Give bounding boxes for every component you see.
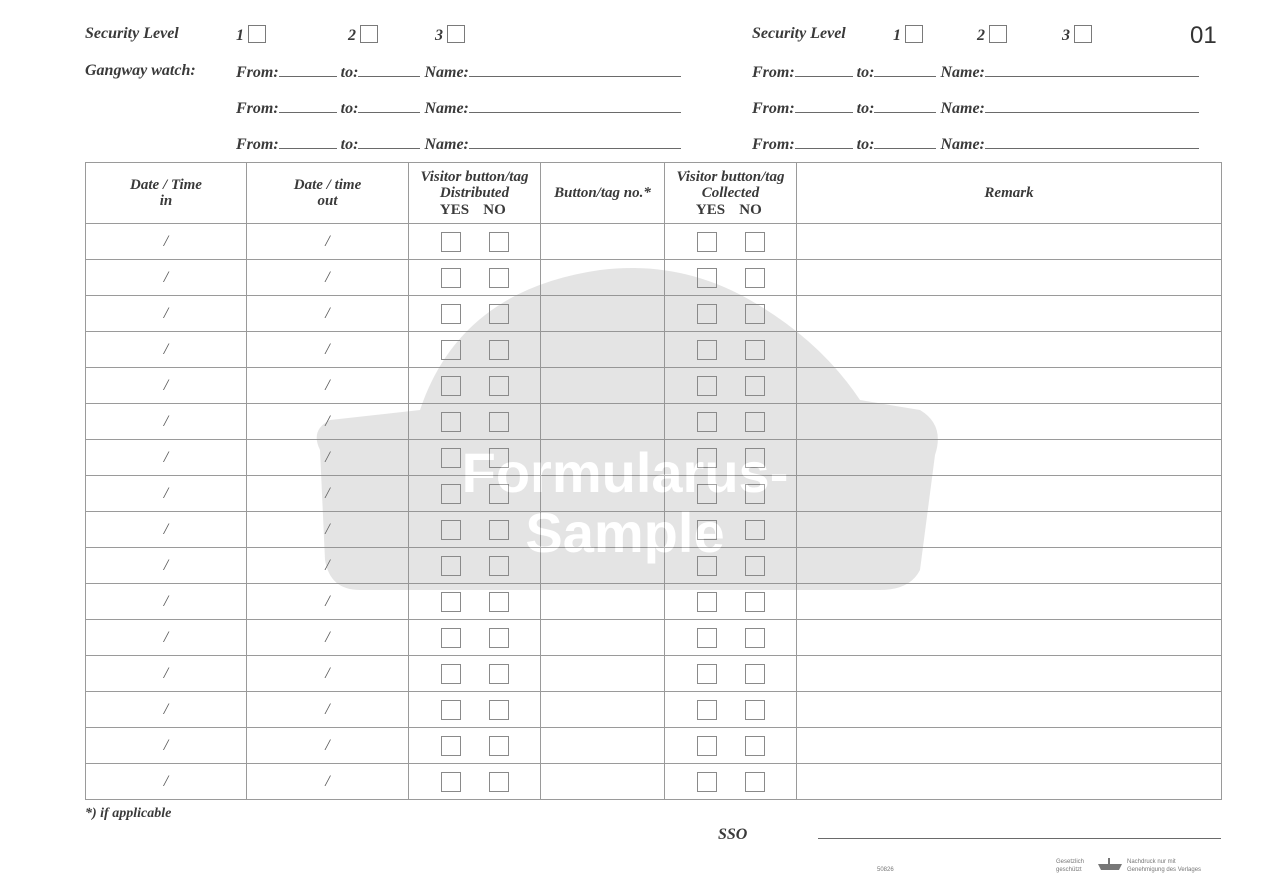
date-in-cell[interactable] bbox=[86, 224, 247, 260]
tag-no-cell[interactable] bbox=[541, 728, 665, 764]
date-separator: / bbox=[325, 304, 330, 322]
tag-no-cell[interactable] bbox=[541, 476, 665, 512]
remark-cell[interactable] bbox=[797, 296, 1222, 332]
distributed-cell bbox=[409, 764, 541, 800]
remark-cell[interactable] bbox=[797, 620, 1222, 656]
date-out-cell[interactable] bbox=[247, 440, 409, 476]
date-out-cell[interactable] bbox=[247, 260, 409, 296]
remark-cell[interactable] bbox=[797, 476, 1222, 512]
tag-no-cell[interactable] bbox=[541, 440, 665, 476]
name-field[interactable] bbox=[985, 134, 1199, 149]
remark-cell[interactable] bbox=[797, 584, 1222, 620]
date-separator: / bbox=[163, 520, 169, 538]
date-separator: / bbox=[325, 520, 330, 538]
date-out-cell[interactable] bbox=[247, 476, 409, 512]
date-out-cell[interactable] bbox=[247, 332, 409, 368]
level-3-checkbox[interactable] bbox=[447, 25, 465, 43]
yes-checkbox[interactable] bbox=[697, 700, 717, 720]
collected-cell bbox=[665, 476, 797, 512]
no-checkbox[interactable] bbox=[489, 448, 509, 468]
date-separator: / bbox=[163, 700, 169, 718]
date-in-cell[interactable] bbox=[86, 620, 247, 656]
date-out-cell[interactable] bbox=[247, 728, 409, 764]
date-out-cell[interactable] bbox=[247, 620, 409, 656]
remark-cell[interactable] bbox=[797, 368, 1222, 404]
table-row bbox=[86, 440, 1222, 476]
date-separator: / bbox=[163, 484, 169, 502]
table-header-row bbox=[86, 163, 1222, 224]
no-checkbox[interactable] bbox=[745, 700, 765, 720]
distributed-cell bbox=[409, 584, 541, 620]
tag-no-cell[interactable] bbox=[541, 764, 665, 800]
date-separator: / bbox=[325, 340, 330, 358]
no-checkbox[interactable] bbox=[489, 340, 509, 360]
remark-cell[interactable] bbox=[797, 728, 1222, 764]
order-number: 50826 bbox=[877, 867, 894, 873]
collected-cell bbox=[665, 296, 797, 332]
date-separator: / bbox=[325, 772, 330, 790]
remark-cell[interactable] bbox=[797, 332, 1222, 368]
no-checkbox[interactable] bbox=[745, 520, 765, 540]
no-checkbox[interactable] bbox=[489, 664, 509, 684]
no-checkbox[interactable] bbox=[489, 412, 509, 432]
collected-cell bbox=[665, 728, 797, 764]
remark-cell[interactable] bbox=[797, 440, 1222, 476]
remark-cell[interactable] bbox=[797, 260, 1222, 296]
yes-checkbox[interactable] bbox=[441, 232, 461, 252]
table-body bbox=[86, 224, 1222, 800]
distributed-cell bbox=[409, 656, 541, 692]
remark-cell[interactable] bbox=[797, 764, 1222, 800]
yes-checkbox[interactable] bbox=[441, 448, 461, 468]
from-field[interactable] bbox=[279, 134, 337, 149]
yes-checkbox[interactable] bbox=[697, 268, 717, 288]
date-separator: / bbox=[325, 232, 330, 250]
collected-cell bbox=[665, 368, 797, 404]
yes-checkbox[interactable] bbox=[441, 484, 461, 504]
no-checkbox[interactable] bbox=[489, 556, 509, 576]
yes-checkbox[interactable] bbox=[697, 736, 717, 756]
yes-checkbox[interactable] bbox=[441, 412, 461, 432]
remark-cell[interactable] bbox=[797, 656, 1222, 692]
tag-no-cell[interactable] bbox=[541, 224, 665, 260]
header-tag-no: Button/tag no.* bbox=[541, 163, 665, 224]
yes-checkbox[interactable] bbox=[697, 664, 717, 684]
security-level-2-left bbox=[348, 25, 378, 45]
name-field[interactable] bbox=[985, 62, 1199, 77]
collected-cell bbox=[665, 656, 797, 692]
date-in-cell[interactable] bbox=[86, 512, 247, 548]
date-separator: / bbox=[325, 376, 330, 394]
date-separator: / bbox=[325, 628, 330, 646]
yes-checkbox[interactable] bbox=[697, 304, 717, 324]
no-checkbox[interactable] bbox=[745, 628, 765, 648]
date-separator: / bbox=[163, 664, 169, 682]
distributed-cell bbox=[409, 404, 541, 440]
distributed-cell bbox=[409, 620, 541, 656]
tag-no-cell[interactable] bbox=[541, 692, 665, 728]
tag-no-cell[interactable] bbox=[541, 584, 665, 620]
table-row bbox=[86, 476, 1222, 512]
date-separator: / bbox=[163, 304, 169, 322]
yes-checkbox[interactable] bbox=[697, 628, 717, 648]
level-number: 3 bbox=[435, 27, 443, 44]
date-separator: / bbox=[325, 700, 330, 718]
distributed-cell bbox=[409, 512, 541, 548]
distributed-cell bbox=[409, 548, 541, 584]
date-out-cell[interactable] bbox=[247, 512, 409, 548]
collected-cell bbox=[665, 692, 797, 728]
distributed-cell bbox=[409, 296, 541, 332]
date-out-cell[interactable] bbox=[247, 548, 409, 584]
date-separator: / bbox=[325, 484, 330, 502]
from-field[interactable] bbox=[279, 98, 337, 113]
collected-cell bbox=[665, 404, 797, 440]
from-field[interactable] bbox=[795, 98, 853, 113]
yes-checkbox[interactable] bbox=[441, 700, 461, 720]
table-row bbox=[86, 296, 1222, 332]
from-field[interactable] bbox=[795, 134, 853, 149]
footnote: *) if applicable bbox=[85, 806, 172, 821]
date-separator: / bbox=[163, 448, 169, 466]
collected-cell bbox=[665, 260, 797, 296]
sso-label: SSO bbox=[718, 826, 748, 843]
date-in-cell[interactable] bbox=[86, 656, 247, 692]
distributed-cell bbox=[409, 476, 541, 512]
header-date-out: Date / time out bbox=[247, 163, 409, 224]
table-row bbox=[86, 620, 1222, 656]
distributed-cell bbox=[409, 224, 541, 260]
date-separator: / bbox=[325, 268, 330, 286]
no-checkbox[interactable] bbox=[745, 556, 765, 576]
security-level-1-left bbox=[236, 25, 266, 45]
no-checkbox[interactable] bbox=[745, 412, 765, 432]
table-row bbox=[86, 332, 1222, 368]
date-separator: / bbox=[163, 340, 169, 358]
yes-checkbox[interactable] bbox=[441, 268, 461, 288]
table-row bbox=[86, 368, 1222, 404]
date-out-cell[interactable] bbox=[247, 296, 409, 332]
header-distributed: Visitor button/tag Distributed YES NO bbox=[409, 163, 541, 224]
no-checkbox[interactable] bbox=[745, 736, 765, 756]
no-checkbox[interactable] bbox=[489, 376, 509, 396]
date-out-cell[interactable] bbox=[247, 692, 409, 728]
level-3-checkbox[interactable] bbox=[1074, 25, 1092, 43]
level-1-checkbox[interactable] bbox=[905, 25, 923, 43]
level-2-checkbox[interactable] bbox=[360, 25, 378, 43]
date-out-cell[interactable] bbox=[247, 656, 409, 692]
yes-checkbox[interactable] bbox=[697, 520, 717, 540]
yes-checkbox[interactable] bbox=[697, 232, 717, 252]
security-level-1-right bbox=[893, 25, 923, 45]
date-separator: / bbox=[325, 448, 330, 466]
no-checkbox[interactable] bbox=[489, 268, 509, 288]
no-checkbox[interactable] bbox=[489, 592, 509, 612]
security-level-label-left: Security Level bbox=[85, 25, 179, 42]
collected-cell bbox=[665, 332, 797, 368]
yes-checkbox[interactable] bbox=[441, 556, 461, 576]
from-field[interactable] bbox=[795, 62, 853, 77]
date-separator: / bbox=[325, 736, 330, 754]
yes-checkbox[interactable] bbox=[441, 628, 461, 648]
yes-checkbox[interactable] bbox=[441, 736, 461, 756]
table-row bbox=[86, 224, 1222, 260]
security-level-3-left bbox=[435, 25, 465, 45]
name-field[interactable] bbox=[469, 98, 681, 113]
date-in-cell[interactable] bbox=[86, 404, 247, 440]
tag-no-cell[interactable] bbox=[541, 332, 665, 368]
yes-checkbox[interactable] bbox=[441, 664, 461, 684]
table-row bbox=[86, 584, 1222, 620]
no-checkbox[interactable] bbox=[745, 484, 765, 504]
distributed-cell bbox=[409, 368, 541, 404]
yes-checkbox[interactable] bbox=[697, 376, 717, 396]
tag-no-cell[interactable] bbox=[541, 296, 665, 332]
no-checkbox[interactable] bbox=[489, 736, 509, 756]
date-in-cell[interactable] bbox=[86, 584, 247, 620]
tag-no-cell[interactable] bbox=[541, 548, 665, 584]
table-row bbox=[86, 728, 1222, 764]
date-separator: / bbox=[163, 736, 169, 754]
date-in-cell[interactable] bbox=[86, 692, 247, 728]
table-row bbox=[86, 260, 1222, 296]
date-separator: / bbox=[163, 268, 169, 286]
date-out-cell[interactable] bbox=[247, 764, 409, 800]
imprint-right: Nachdruck nur mit Genehmigung des Verlages bbox=[1127, 859, 1202, 873]
watch-line-left-3: From: to: Name: bbox=[236, 134, 681, 154]
from-field[interactable] bbox=[279, 62, 337, 77]
to-field[interactable] bbox=[358, 134, 420, 149]
date-in-cell[interactable] bbox=[86, 260, 247, 296]
distributed-cell bbox=[409, 440, 541, 476]
yes-checkbox[interactable] bbox=[697, 772, 717, 792]
distributed-cell bbox=[409, 692, 541, 728]
date-separator: / bbox=[325, 556, 330, 574]
date-out-cell[interactable] bbox=[247, 404, 409, 440]
date-in-cell[interactable] bbox=[86, 728, 247, 764]
no-checkbox[interactable] bbox=[745, 340, 765, 360]
yes-checkbox[interactable] bbox=[697, 448, 717, 468]
yes-checkbox[interactable] bbox=[441, 772, 461, 792]
collected-cell bbox=[665, 620, 797, 656]
no-checkbox[interactable] bbox=[489, 772, 509, 792]
name-field[interactable] bbox=[985, 98, 1199, 113]
watch-line-right-3: From: to: Name: bbox=[752, 134, 1199, 154]
no-checkbox[interactable] bbox=[489, 232, 509, 252]
yes-checkbox[interactable] bbox=[697, 484, 717, 504]
name-field[interactable] bbox=[469, 62, 681, 77]
no-checkbox[interactable] bbox=[745, 664, 765, 684]
tag-no-cell[interactable] bbox=[541, 620, 665, 656]
date-out-cell[interactable] bbox=[247, 224, 409, 260]
no-checkbox[interactable] bbox=[489, 628, 509, 648]
distributed-cell bbox=[409, 728, 541, 764]
no-checkbox[interactable] bbox=[489, 304, 509, 324]
level-number: 2 bbox=[977, 27, 985, 44]
security-level-label-right: Security Level bbox=[752, 25, 846, 42]
no-checkbox[interactable] bbox=[745, 448, 765, 468]
yes-checkbox[interactable] bbox=[441, 340, 461, 360]
no-checkbox[interactable] bbox=[489, 484, 509, 504]
level-1-checkbox[interactable] bbox=[248, 25, 266, 43]
date-separator: / bbox=[325, 412, 330, 430]
tag-no-cell[interactable] bbox=[541, 260, 665, 296]
yes-checkbox[interactable] bbox=[441, 592, 461, 612]
level-number: 1 bbox=[893, 27, 901, 44]
imprint-left: Gesetzlich geschützt bbox=[1056, 859, 1085, 873]
watermark-line1: Formularus- bbox=[461, 441, 789, 504]
watermark-line2: Sample bbox=[525, 501, 725, 564]
date-in-cell[interactable] bbox=[86, 476, 247, 512]
collected-cell bbox=[665, 512, 797, 548]
watch-line-right-2: From: to: Name: bbox=[752, 98, 1199, 118]
date-separator: / bbox=[163, 556, 169, 574]
yes-checkbox[interactable] bbox=[441, 520, 461, 540]
date-separator: / bbox=[163, 592, 169, 610]
yes-checkbox[interactable] bbox=[697, 592, 717, 612]
publisher-logo-icon bbox=[1096, 856, 1124, 872]
to-field[interactable] bbox=[874, 62, 936, 77]
remark-cell[interactable] bbox=[797, 404, 1222, 440]
gangway-watch-label: Gangway watch: bbox=[85, 62, 196, 79]
header-date-in: Date / Time in bbox=[86, 163, 247, 224]
watch-line-left-2: From: to: Name: bbox=[236, 98, 681, 118]
no-checkbox[interactable] bbox=[489, 700, 509, 720]
no-checkbox[interactable] bbox=[745, 376, 765, 396]
level-number: 2 bbox=[348, 27, 356, 44]
table-row bbox=[86, 764, 1222, 800]
table-row bbox=[86, 656, 1222, 692]
table-row bbox=[86, 548, 1222, 584]
no-checkbox[interactable] bbox=[745, 592, 765, 612]
date-in-cell[interactable] bbox=[86, 764, 247, 800]
to-field[interactable] bbox=[874, 134, 936, 149]
to-field[interactable] bbox=[358, 98, 420, 113]
to-field[interactable] bbox=[874, 98, 936, 113]
to-field[interactable] bbox=[358, 62, 420, 77]
date-in-cell[interactable] bbox=[86, 440, 247, 476]
level-2-checkbox[interactable] bbox=[989, 25, 1007, 43]
distributed-cell bbox=[409, 260, 541, 296]
form-number: 01 bbox=[1190, 22, 1217, 49]
collected-cell bbox=[665, 548, 797, 584]
date-separator: / bbox=[163, 376, 169, 394]
security-level-3-right bbox=[1062, 25, 1092, 45]
date-out-cell[interactable] bbox=[247, 368, 409, 404]
tag-no-cell[interactable] bbox=[541, 404, 665, 440]
date-out-cell[interactable] bbox=[247, 584, 409, 620]
watch-line-left-1: From: to: Name: bbox=[236, 62, 681, 82]
level-number: 3 bbox=[1062, 27, 1070, 44]
security-level-2-right bbox=[977, 25, 1007, 45]
date-separator: / bbox=[163, 772, 169, 790]
tag-no-cell[interactable] bbox=[541, 656, 665, 692]
yes-checkbox[interactable] bbox=[441, 376, 461, 396]
remark-cell[interactable] bbox=[797, 512, 1222, 548]
distributed-cell bbox=[409, 332, 541, 368]
date-in-cell[interactable] bbox=[86, 548, 247, 584]
no-checkbox[interactable] bbox=[745, 268, 765, 288]
yes-checkbox[interactable] bbox=[697, 412, 717, 432]
date-separator: / bbox=[325, 664, 330, 682]
level-number: 1 bbox=[236, 27, 244, 44]
header-collected: Visitor button/tag Collected YES NO bbox=[665, 163, 797, 224]
collected-cell bbox=[665, 584, 797, 620]
date-in-cell[interactable] bbox=[86, 296, 247, 332]
table-row bbox=[86, 512, 1222, 548]
header-remark: Remark bbox=[797, 163, 1222, 224]
date-in-cell[interactable] bbox=[86, 332, 247, 368]
sso-signature-line[interactable] bbox=[818, 838, 1221, 839]
no-checkbox[interactable] bbox=[745, 772, 765, 792]
no-checkbox[interactable] bbox=[745, 232, 765, 252]
yes-checkbox[interactable] bbox=[697, 556, 717, 576]
table-row bbox=[86, 404, 1222, 440]
yes-checkbox[interactable] bbox=[441, 304, 461, 324]
date-separator: / bbox=[163, 232, 169, 250]
date-separator: / bbox=[163, 628, 169, 646]
collected-cell bbox=[665, 440, 797, 476]
date-separator: / bbox=[325, 592, 330, 610]
visitor-log-table bbox=[85, 162, 1222, 800]
date-separator: / bbox=[163, 412, 169, 430]
no-checkbox[interactable] bbox=[745, 304, 765, 324]
name-field[interactable] bbox=[469, 134, 681, 149]
no-checkbox[interactable] bbox=[489, 520, 509, 540]
collected-cell bbox=[665, 224, 797, 260]
watch-line-right-1: From: to: Name: bbox=[752, 62, 1199, 82]
remark-cell[interactable] bbox=[797, 548, 1222, 584]
tag-no-cell[interactable] bbox=[541, 512, 665, 548]
yes-checkbox[interactable] bbox=[697, 340, 717, 360]
table-row bbox=[86, 692, 1222, 728]
collected-cell bbox=[665, 764, 797, 800]
remark-cell[interactable] bbox=[797, 692, 1222, 728]
remark-cell[interactable] bbox=[797, 224, 1222, 260]
tag-no-cell[interactable] bbox=[541, 368, 665, 404]
date-in-cell[interactable] bbox=[86, 368, 247, 404]
